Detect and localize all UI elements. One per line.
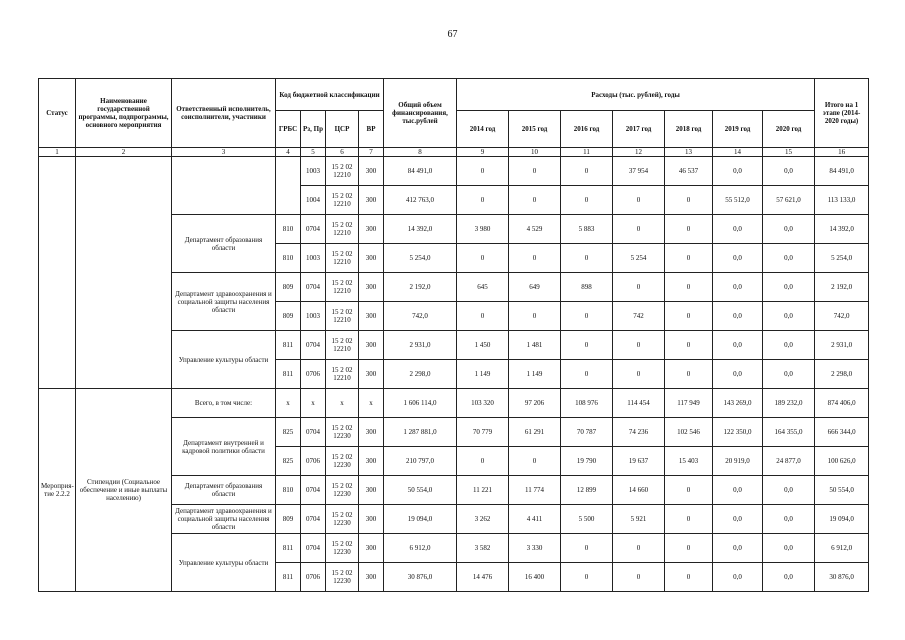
stage-cell: 2 931,0 (815, 331, 869, 360)
y2015-cell: 649 (509, 273, 561, 302)
y2020-cell: 0,0 (763, 476, 815, 505)
vr-cell: 300 (359, 273, 384, 302)
grbs-cell: 810 (276, 476, 301, 505)
y2019-cell: 0,0 (713, 505, 763, 534)
vr-cell: 300 (359, 534, 384, 563)
column-number: 12 (613, 148, 665, 157)
y2018-cell: 0 (665, 534, 713, 563)
total-cell: 14 392,0 (384, 215, 457, 244)
grbs-cell: 811 (276, 563, 301, 592)
budget-table (38, 78, 869, 592)
table-row (39, 389, 869, 418)
y2019-cell: 0,0 (713, 476, 763, 505)
y2015-cell: 0 (509, 186, 561, 215)
grbs-cell: 811 (276, 360, 301, 389)
y2020-cell: 0,0 (763, 563, 815, 592)
responsible-cell: Всего, в том числе: (172, 389, 276, 418)
vr-cell: 300 (359, 360, 384, 389)
y2015-cell: 4 411 (509, 505, 561, 534)
vr-cell: 300 (359, 302, 384, 331)
y2016-cell: 12 899 (561, 476, 613, 505)
y2017-cell: 742 (613, 302, 665, 331)
y2016-cell: 0 (561, 360, 613, 389)
y2016-cell: 898 (561, 273, 613, 302)
rzpr-cell: 1003 (301, 244, 326, 273)
csr-cell: 15 2 02 12210 (326, 186, 359, 215)
y2017-cell: 5 921 (613, 505, 665, 534)
total-cell: 84 491,0 (384, 157, 457, 186)
responsible-cell: Управление культуры области (172, 534, 276, 592)
name-cell: Стипендии (Социальное обеспечение и иные выплаты населению) (76, 389, 172, 592)
col-status-header: Статус (39, 79, 76, 148)
rzpr-cell: 0704 (301, 418, 326, 447)
col-csr-header: ЦСР (326, 111, 359, 148)
y2014-cell: 3 262 (457, 505, 509, 534)
y2018-cell: 0 (665, 505, 713, 534)
column-number-row (39, 148, 869, 157)
responsible-cell: Департамент образования области (172, 215, 276, 273)
y2016-cell: 0 (561, 302, 613, 331)
y2017-cell: 5 254 (613, 244, 665, 273)
col-grbs-header: ГРБС (276, 111, 301, 148)
y2019-cell: 0,0 (713, 244, 763, 273)
column-number: 9 (457, 148, 509, 157)
grbs-cell: 825 (276, 418, 301, 447)
y2017-cell: 0 (613, 273, 665, 302)
stage-cell: 2 298,0 (815, 360, 869, 389)
column-number: 1 (39, 148, 76, 157)
y2015-cell: 3 330 (509, 534, 561, 563)
y2017-cell: 74 236 (613, 418, 665, 447)
stage-cell: 50 554,0 (815, 476, 869, 505)
y2020-cell: 0,0 (763, 360, 815, 389)
grbs-cell (276, 157, 301, 215)
y2014-cell: 3 980 (457, 215, 509, 244)
rzpr-cell: 0704 (301, 273, 326, 302)
col-name-header: Наименование государственной программы, подпрограммы, основного мероприятия (76, 79, 172, 148)
column-number: 10 (509, 148, 561, 157)
total-cell: 1 606 114,0 (384, 389, 457, 418)
y2015-cell: 61 291 (509, 418, 561, 447)
column-number: 7 (359, 148, 384, 157)
col-2015-header: 2015 год (509, 111, 561, 148)
header-row-top (39, 79, 869, 111)
y2019-cell: 0,0 (713, 360, 763, 389)
grbs-cell: 809 (276, 273, 301, 302)
responsible-cell (172, 157, 276, 215)
col-expenses-header: Расходы (тыс. рублей), годы (457, 79, 815, 111)
responsible-cell: Департамент внутренней и кадровой политики области (172, 418, 276, 476)
stage-cell: 84 491,0 (815, 157, 869, 186)
y2016-cell: 0 (561, 186, 613, 215)
column-number: 2 (76, 148, 172, 157)
y2020-cell: 164 355,0 (763, 418, 815, 447)
y2020-cell: 0,0 (763, 244, 815, 273)
total-cell: 19 094,0 (384, 505, 457, 534)
y2017-cell: 0 (613, 186, 665, 215)
y2018-cell: 0 (665, 186, 713, 215)
grbs-cell: 809 (276, 302, 301, 331)
col-2019-header: 2019 год (713, 111, 763, 148)
column-number: 16 (815, 148, 869, 157)
y2016-cell: 0 (561, 157, 613, 186)
stage-cell: 100 626,0 (815, 447, 869, 476)
vr-cell: 300 (359, 244, 384, 273)
y2015-cell: 16 400 (509, 563, 561, 592)
y2016-cell: 5 500 (561, 505, 613, 534)
y2017-cell: 114 454 (613, 389, 665, 418)
grbs-cell: 810 (276, 244, 301, 273)
y2015-cell: 0 (509, 302, 561, 331)
y2015-cell: 4 529 (509, 215, 561, 244)
y2016-cell: 0 (561, 534, 613, 563)
y2019-cell: 0,0 (713, 302, 763, 331)
y2014-cell: 0 (457, 244, 509, 273)
vr-cell: 300 (359, 418, 384, 447)
y2020-cell: 24 877,0 (763, 447, 815, 476)
y2020-cell: 0,0 (763, 302, 815, 331)
rzpr-cell: х (301, 389, 326, 418)
rzpr-cell: 0706 (301, 447, 326, 476)
y2015-cell: 11 774 (509, 476, 561, 505)
rzpr-cell: 1003 (301, 157, 326, 186)
y2018-cell: 0 (665, 215, 713, 244)
y2019-cell: 0,0 (713, 563, 763, 592)
csr-cell: 15 2 02 12230 (326, 447, 359, 476)
y2017-cell: 37 954 (613, 157, 665, 186)
rzpr-cell: 0704 (301, 505, 326, 534)
y2015-cell: 0 (509, 157, 561, 186)
y2020-cell: 57 621,0 (763, 186, 815, 215)
column-number: 4 (276, 148, 301, 157)
y2018-cell: 0 (665, 331, 713, 360)
y2014-cell: 0 (457, 157, 509, 186)
rzpr-cell: 1003 (301, 302, 326, 331)
y2019-cell: 0,0 (713, 273, 763, 302)
y2014-cell: 0 (457, 447, 509, 476)
vr-cell: 300 (359, 447, 384, 476)
vr-cell: 300 (359, 157, 384, 186)
csr-cell: 15 2 02 12210 (326, 273, 359, 302)
y2014-cell: 11 221 (457, 476, 509, 505)
y2019-cell: 55 512,0 (713, 186, 763, 215)
stage-cell: 6 912,0 (815, 534, 869, 563)
total-cell: 2 931,0 (384, 331, 457, 360)
total-cell: 210 797,0 (384, 447, 457, 476)
csr-cell: 15 2 02 12230 (326, 418, 359, 447)
col-vr-header: ВР (359, 111, 384, 148)
y2019-cell: 143 269,0 (713, 389, 763, 418)
grbs-cell: 811 (276, 331, 301, 360)
col-stage-total-header: Итого на 1 этапе (2014-2020 годы) (815, 79, 869, 148)
y2017-cell: 0 (613, 215, 665, 244)
y2017-cell: 0 (613, 563, 665, 592)
y2020-cell: 0,0 (763, 331, 815, 360)
csr-cell: 15 2 02 12210 (326, 360, 359, 389)
stage-cell: 19 094,0 (815, 505, 869, 534)
column-number: 6 (326, 148, 359, 157)
y2018-cell: 46 537 (665, 157, 713, 186)
y2016-cell: 0 (561, 331, 613, 360)
y2015-cell: 1 481 (509, 331, 561, 360)
y2014-cell: 70 779 (457, 418, 509, 447)
col-2017-header: 2017 год (613, 111, 665, 148)
vr-cell: 300 (359, 563, 384, 592)
y2018-cell: 0 (665, 563, 713, 592)
y2016-cell: 5 883 (561, 215, 613, 244)
status-cell (39, 157, 76, 389)
vr-cell: 300 (359, 476, 384, 505)
y2018-cell: 15 403 (665, 447, 713, 476)
column-number: 5 (301, 148, 326, 157)
y2017-cell: 14 660 (613, 476, 665, 505)
page-number: 67 (447, 29, 458, 40)
stage-cell: 14 392,0 (815, 215, 869, 244)
y2020-cell: 0,0 (763, 505, 815, 534)
y2019-cell: 0,0 (713, 157, 763, 186)
name-cell (76, 157, 172, 389)
grbs-cell: 825 (276, 447, 301, 476)
y2015-cell: 0 (509, 244, 561, 273)
column-number: 11 (561, 148, 613, 157)
vr-cell: х (359, 389, 384, 418)
vr-cell: 300 (359, 215, 384, 244)
csr-cell: 15 2 02 12230 (326, 476, 359, 505)
y2015-cell: 1 149 (509, 360, 561, 389)
grbs-cell: х (276, 389, 301, 418)
column-number: 3 (172, 148, 276, 157)
y2019-cell: 122 350,0 (713, 418, 763, 447)
y2019-cell: 0,0 (713, 534, 763, 563)
stage-cell: 113 133,0 (815, 186, 869, 215)
y2014-cell: 0 (457, 302, 509, 331)
column-number: 15 (763, 148, 815, 157)
y2014-cell: 1 450 (457, 331, 509, 360)
y2019-cell: 20 919,0 (713, 447, 763, 476)
y2020-cell: 0,0 (763, 215, 815, 244)
y2014-cell: 645 (457, 273, 509, 302)
table-row (39, 157, 869, 186)
stage-cell: 874 406,0 (815, 389, 869, 418)
total-cell: 2 192,0 (384, 273, 457, 302)
grbs-cell: 809 (276, 505, 301, 534)
column-number: 14 (713, 148, 763, 157)
rzpr-cell: 1004 (301, 186, 326, 215)
total-cell: 2 298,0 (384, 360, 457, 389)
col-2014-header: 2014 год (457, 111, 509, 148)
responsible-cell: Управление культуры области (172, 331, 276, 389)
total-cell: 742,0 (384, 302, 457, 331)
stage-cell: 30 876,0 (815, 563, 869, 592)
table-body (39, 157, 869, 592)
y2014-cell: 0 (457, 186, 509, 215)
rzpr-cell: 0704 (301, 476, 326, 505)
csr-cell: 15 2 02 12230 (326, 505, 359, 534)
col-2016-header: 2016 год (561, 111, 613, 148)
csr-cell: 15 2 02 12210 (326, 331, 359, 360)
y2018-cell: 0 (665, 273, 713, 302)
y2014-cell: 103 320 (457, 389, 509, 418)
csr-cell: 15 2 02 12230 (326, 534, 359, 563)
responsible-cell: Департамент здравоохранения и социальной защиты населения области (172, 273, 276, 331)
y2020-cell: 189 232,0 (763, 389, 815, 418)
y2017-cell: 0 (613, 534, 665, 563)
csr-cell: 15 2 02 12230 (326, 563, 359, 592)
rzpr-cell: 0704 (301, 215, 326, 244)
stage-cell: 742,0 (815, 302, 869, 331)
rzpr-cell: 0706 (301, 563, 326, 592)
total-cell: 5 254,0 (384, 244, 457, 273)
column-number: 8 (384, 148, 457, 157)
stage-cell: 5 254,0 (815, 244, 869, 273)
y2019-cell: 0,0 (713, 215, 763, 244)
grbs-cell: 810 (276, 215, 301, 244)
y2018-cell: 0 (665, 244, 713, 273)
y2020-cell: 0,0 (763, 534, 815, 563)
stage-cell: 2 192,0 (815, 273, 869, 302)
csr-cell: х (326, 389, 359, 418)
y2017-cell: 19 637 (613, 447, 665, 476)
y2015-cell: 0 (509, 447, 561, 476)
total-cell: 1 287 881,0 (384, 418, 457, 447)
col-responsible-header: Ответственный исполнитель, соисполнители, участники (172, 79, 276, 148)
responsible-cell: Департамент здравоохранения и социальной защиты населения области (172, 505, 276, 534)
y2015-cell: 97 206 (509, 389, 561, 418)
col-rzpr-header: Рз, Пр (301, 111, 326, 148)
responsible-cell: Департамент образования области (172, 476, 276, 505)
vr-cell: 300 (359, 331, 384, 360)
y2019-cell: 0,0 (713, 331, 763, 360)
rzpr-cell: 0706 (301, 360, 326, 389)
y2014-cell: 14 476 (457, 563, 509, 592)
y2016-cell: 19 790 (561, 447, 613, 476)
y2018-cell: 0 (665, 302, 713, 331)
csr-cell: 15 2 02 12210 (326, 157, 359, 186)
y2018-cell: 102 546 (665, 418, 713, 447)
csr-cell: 15 2 02 12210 (326, 302, 359, 331)
total-cell: 412 763,0 (384, 186, 457, 215)
y2017-cell: 0 (613, 331, 665, 360)
total-cell: 50 554,0 (384, 476, 457, 505)
rzpr-cell: 0704 (301, 331, 326, 360)
vr-cell: 300 (359, 186, 384, 215)
y2018-cell: 0 (665, 360, 713, 389)
y2018-cell: 117 949 (665, 389, 713, 418)
status-cell: Мероприя-тие 2.2.2 (39, 389, 76, 592)
y2017-cell: 0 (613, 360, 665, 389)
col-budget-code-header: Код бюджетной классификации (276, 79, 384, 111)
stage-cell: 666 344,0 (815, 418, 869, 447)
grbs-cell: 811 (276, 534, 301, 563)
y2014-cell: 3 582 (457, 534, 509, 563)
col-total-volume-header: Общий объем финансирования, тыс.рублей (384, 79, 457, 148)
y2020-cell: 0,0 (763, 273, 815, 302)
col-2020-header: 2020 год (763, 111, 815, 148)
y2014-cell: 1 149 (457, 360, 509, 389)
y2016-cell: 70 787 (561, 418, 613, 447)
rzpr-cell: 0704 (301, 534, 326, 563)
y2016-cell: 0 (561, 244, 613, 273)
csr-cell: 15 2 02 12210 (326, 244, 359, 273)
csr-cell: 15 2 02 12210 (326, 215, 359, 244)
y2016-cell: 108 976 (561, 389, 613, 418)
col-2018-header: 2018 год (665, 111, 713, 148)
vr-cell: 300 (359, 505, 384, 534)
total-cell: 30 876,0 (384, 563, 457, 592)
y2016-cell: 0 (561, 563, 613, 592)
column-number: 13 (665, 148, 713, 157)
y2018-cell: 0 (665, 476, 713, 505)
total-cell: 6 912,0 (384, 534, 457, 563)
y2020-cell: 0,0 (763, 157, 815, 186)
